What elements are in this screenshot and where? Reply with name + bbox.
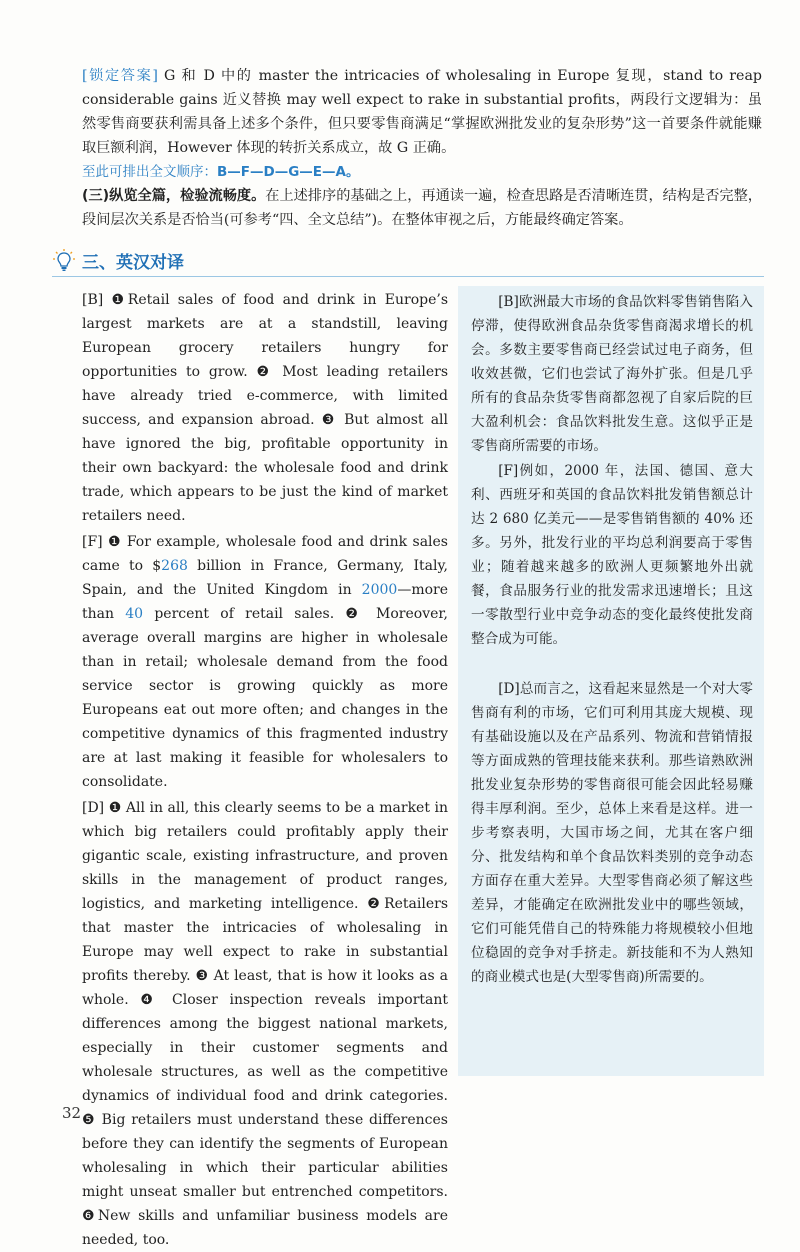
english-text-d: ❶ All in all, this clearly seems to be a market in which big retailers could profitably apply their gigantic scale, existing infrastructure, and proven skills in the management of product ranges, logistics, and marketing intelligence. ❷Retailers that master the intricacies of wholesaling in Europe may well expect to rake in substantial profits thereby. ❸ At least, that is how it looks as a whole. ❹ Closer inspection reveals important differences among the biggest national markets, especially in their customer segments and wholesale structures, as well as the competitive dynamics of individual food and drink categories. ❺ Big retailers must understand these differences before they can identify the segments of European wholesaling in which their particular abilities might unseat smaller but entrenched competitors. ❻New skills and unfamiliar business models are needed, too. (82, 800, 448, 1248)
number-40: 40 (125, 606, 144, 622)
english-text-f-part: billion in France, Germany, Italy, Spain, and the United Kingdom in (82, 558, 448, 598)
english-paragraph-b (82, 288, 448, 528)
review-step-paragraph (82, 184, 762, 232)
order-line (82, 160, 762, 184)
english-text-f-part: —more than (82, 582, 448, 622)
english-text-f-part: ❶ For example, wholesale food and drink sales came to $ (82, 534, 448, 574)
section-title: 三、英汉对译 (82, 253, 184, 273)
locked-answer-tag: [锁定答案] (82, 68, 158, 84)
order-label: 至此可排出全文顺序： (82, 164, 217, 180)
section-header (52, 246, 764, 277)
explanation-text: G 和 D 中的 master the intricacies of wholesaling in Europe 复现，stand to reap considerable gains 近义替换 may well expect to rake in substantial profits，两段行文逻辑为：虽然零售商要获利需具备上述多个条件，但只要零售商满足“掌握欧洲批发业的复杂形势”这一首要条件就能赚取巨额利润，However 体现的转折关系成立，故 G 正确。 (82, 68, 762, 156)
paragraph-tag-b: [B] (82, 292, 104, 308)
order-value: B—F—D—G—E—A。 (217, 164, 360, 180)
paragraph-tag-f: [F] (82, 534, 103, 550)
english-text-b: ❶Retail sales of food and drink in Europe’s largest markets are at a standstill, leaving European grocery retailers hungry for opportunities to grow. ❷ Most leading retailers have already tried e-commerce, with limited success, and expansion abroad. ❸ But almost all have ignored the big, profitable opportunity in their own backyard: the wholesale food and drink trade, which appears to be just the kind of market retailers need. (82, 292, 448, 524)
review-step-title: (三)纵览全篇，检验流畅度。 (82, 188, 266, 204)
chinese-paragraph-d: [D]总而言之，这看起来显然是一个对大零售商有利的市场，它们可利用其庞大规模、现有基础设施以及在产品系列、物流和营销情报等方面成熟的管理技能来获利。那些谙熟欧洲批发业复杂形势的零售商很可能会因此轻易赚得丰厚利润。至少，总体上来看是这样。进一步考察表明，大国市场之间，尤其在客户细分、批发结构和单个食品饮料类别的竞争动态方面存在重大差异。大型零售商必须了解这些差异，才能确定在欧洲批发业中的哪些领域，它们可能凭借自己的特殊能力将规模较小但地位稳固的竞争对手挤走。新技能和不为人熟知的商业模式也是(大型零售商)所需要的。 (471, 681, 753, 985)
lightbulb-icon (52, 248, 76, 272)
english-column (82, 288, 448, 1252)
chinese-paragraph-f: [F]例如，2000 年，法国、德国、意大利、西班牙和英国的食品饮料批发销售额总计达 2 680 亿美元——是零售销售额的 40% 还多。另外，批发行业的平均总利润要高于零售业；随着越来越多的欧洲人更频繁地外出就餐，食品服务行业的批发需求迅速增长；且这一零散型行业中竞争动态的变化最终使批发商整合成为可能。 (471, 463, 753, 647)
chinese-column (471, 290, 753, 989)
english-paragraph-d (82, 796, 448, 1252)
explanation-paragraph (82, 64, 762, 160)
chinese-paragraph-b: [B]欧洲最大市场的食品饮料零售销售陷入停滞，使得欧洲食品杂货零售商渴求增长的机会。多数主要零售商已经尝试过电子商务，但收效甚微，它们也尝试了海外扩张。但是几乎所有的食品杂货零售商都忽视了自家后院的巨大盈利机会：食品饮料批发生意。这似乎正是零售商所需要的市场。 (471, 294, 753, 454)
chinese-translation-panel (458, 286, 764, 1076)
answer-explanation-block (82, 64, 762, 232)
number-2000: 2000 (361, 582, 398, 598)
number-268: 268 (161, 558, 188, 574)
english-text-f-part: percent of retail sales. ❷ Moreover, average overall margins are higher in wholesale than in retail; wholesale demand from the food service sector is growing quickly as more Europeans eat out more often; and changes in the competitive dynamics of this fragmented industry are at last making it feasible for wholesalers to consolidate. (82, 606, 448, 790)
review-step-text: 在上述排序的基础之上，再通读一遍，检查思路是否清晰连贯，结构是否完整，段间层次关系是否恰当(可参考“四、全文总结”)。在整体审视之后，方能最终确定答案。 (82, 188, 762, 228)
english-paragraph-f (82, 530, 448, 794)
paragraph-tag-d: [D] (82, 800, 105, 816)
page-number: 32 (62, 1104, 82, 1122)
